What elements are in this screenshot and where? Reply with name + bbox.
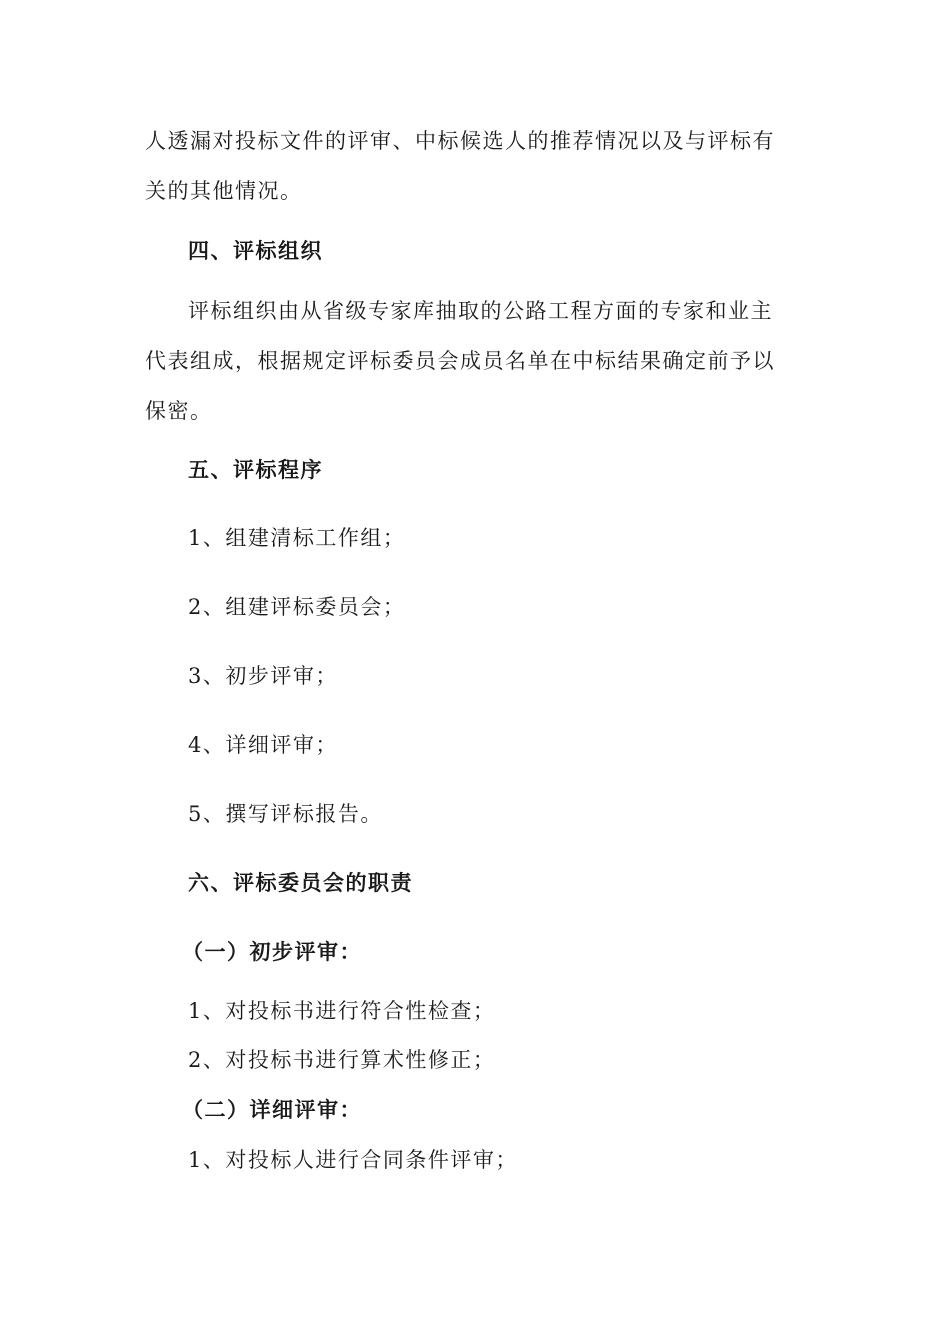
subsection-heading: （一）初步评审： bbox=[182, 939, 362, 964]
list-item: 2、组建评标委员会； bbox=[188, 595, 406, 619]
list-item: 1、对投标书进行符合性检查； bbox=[188, 999, 496, 1023]
list-item: 1、对投标人进行合同条件评审； bbox=[188, 1148, 518, 1172]
list-item: 2、对投标书进行算术性修正； bbox=[188, 1048, 496, 1072]
section-heading: 四、评标组织 bbox=[188, 238, 323, 263]
section-heading: 五、评标程序 bbox=[188, 457, 323, 482]
paragraph-line: 代表组成，根据规定评标委员会成员名单在中标结果确定前予以 bbox=[145, 349, 775, 373]
list-item: 1、组建清标工作组； bbox=[188, 526, 406, 550]
paragraph-line: 评标组织由从省级专家库抽取的公路工程方面的专家和业主 bbox=[188, 299, 773, 323]
subsection-heading: （二）详细评审： bbox=[182, 1097, 362, 1122]
paragraph-line: 关的其他情况。 bbox=[145, 179, 303, 203]
section-heading: 六、评标委员会的职责 bbox=[188, 870, 413, 895]
paragraph-line: 保密。 bbox=[145, 399, 213, 423]
paragraph-line: 人透漏对投标文件的评审、中标候选人的推荐情况以及与评标有 bbox=[145, 129, 775, 153]
list-item: 3、初步评审； bbox=[188, 664, 338, 688]
list-item: 5、撰写评标报告。 bbox=[188, 802, 383, 826]
list-item: 4、详细评审； bbox=[188, 733, 338, 757]
